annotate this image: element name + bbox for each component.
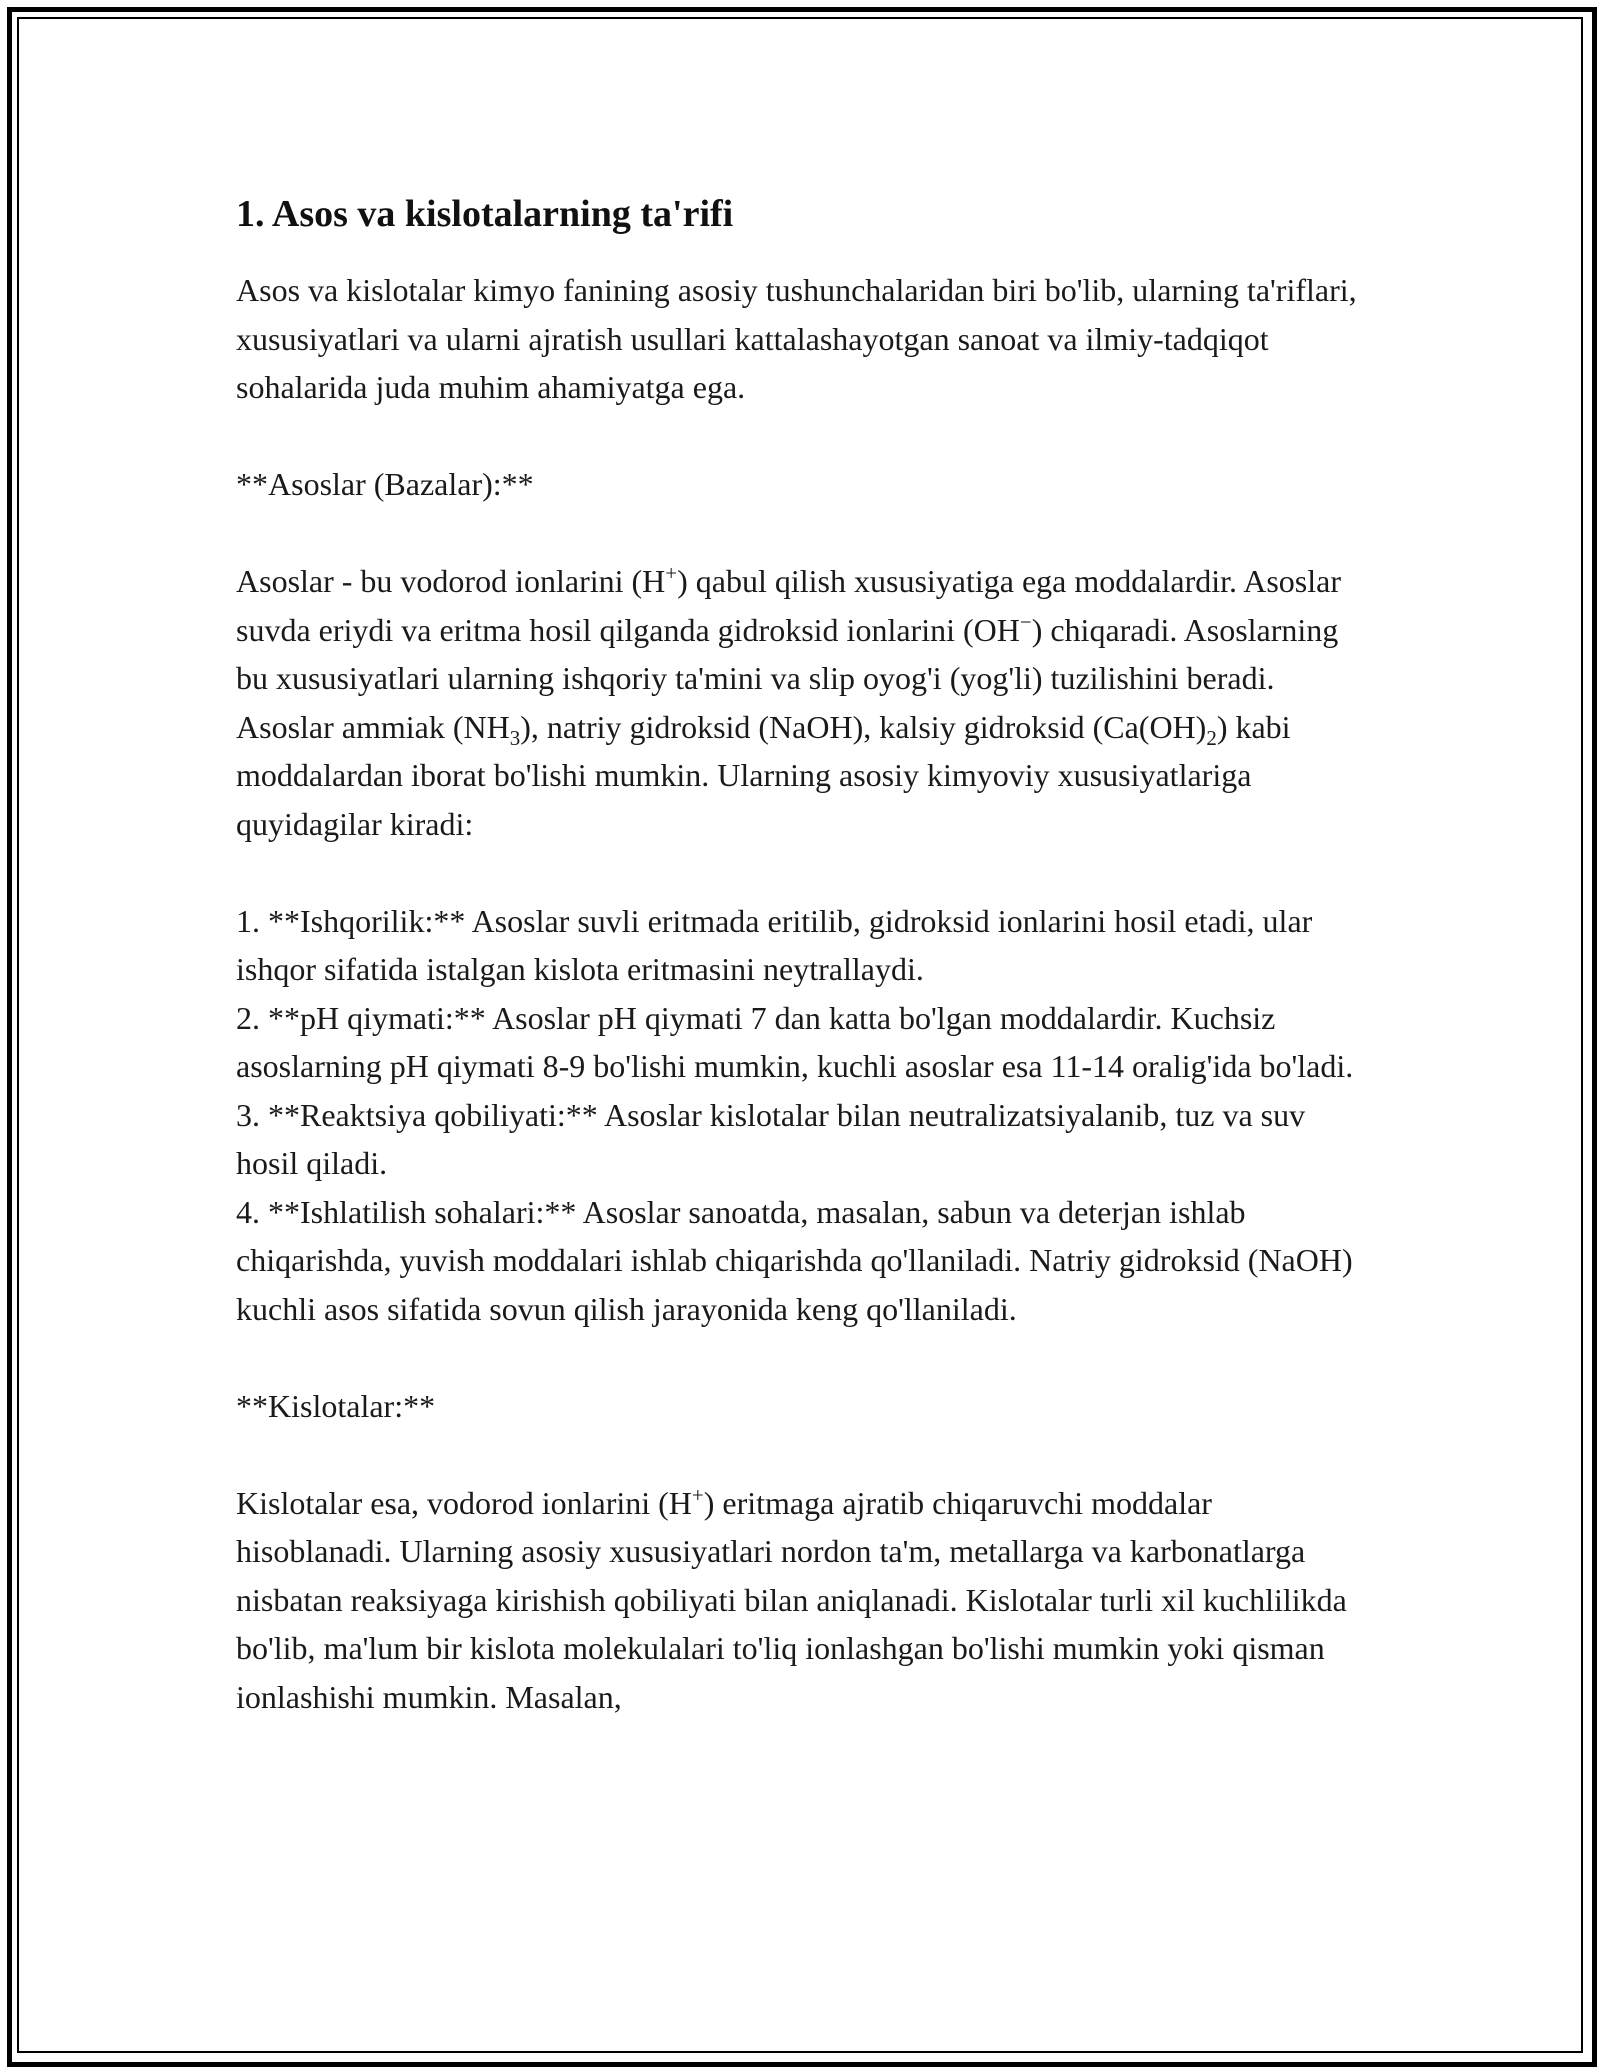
paragraph-gap bbox=[236, 1430, 1366, 1479]
acids-text-1: Kislotalar esa, vodorod ionlarini (H bbox=[236, 1484, 692, 1521]
bases-text-2: ) qabul qilish xususiyatiga ega moddalardir. Asoslar suvda eriydi va eritma hosil qilganda gidroksid ionlarini (OH bbox=[236, 563, 1341, 648]
bases-text-1: Asoslar - bu vodorod ionlarini (H bbox=[236, 563, 666, 599]
document-body bbox=[236, 190, 1366, 1721]
section-heading: 1. Asos va kislotalarning ta'rifi bbox=[236, 193, 734, 235]
paragraph-gap bbox=[236, 848, 1366, 897]
bases-text-4: ), natriy gidroksid (NaOH), kalsiy gidroksid (Ca(OH) bbox=[520, 708, 1207, 745]
hydrogen-plus-superscript: + bbox=[691, 1482, 704, 1507]
hydrogen-plus-superscript: + bbox=[665, 561, 678, 585]
hydroxide-minus-superscript: − bbox=[1019, 609, 1032, 634]
acids-text-2: ) eritmaga ajratib chiqaruvchi moddalar hisoblanadi. Ularning asosiy xususiyatlari nordon ta'm, metallarga va karbonatlarga nisbatan reaksiyaga kirishish qobiliyati bilan aniqlanadi. Kislotalar turli xil kuchlilikda bo'lib, ma'lum bir kislota molekulalari to'liq ionlashgan bo'lishi mumkin yoki qisman ionlashishi mumkin. Masalan, bbox=[236, 1484, 1347, 1715]
bases-paragraph bbox=[236, 557, 1366, 848]
paragraph-gap bbox=[236, 412, 1366, 461]
acids-paragraph bbox=[236, 1479, 1366, 1722]
bases-title: **Asoslar (Bazalar):** bbox=[236, 466, 534, 502]
bases-list-item: 4. **Ishlatilish sohalari:** Asoslar sanoatda, masalan, sabun va deterjan ishlab chiqarishda, yuvish moddalari ishlab chiqarishda qo'llaniladi. Natriy gidroksid (NaOH) kuchli asos sifatida sovun qilish jarayonida keng qo'llaniladi. bbox=[236, 1193, 1353, 1327]
ammonia-subscript: 3 bbox=[509, 725, 521, 750]
bases-text-5: ) kabi moddalardan iborat bo'lishi mumkin. Ularning asosiy kimyoviy xususiyatlariga quyidagilar kiradi: bbox=[236, 708, 1291, 842]
bases-text-3: ) chiqaradi. Asoslarning bu xususiyatlari ularning ishqoriy ta'mini va slip oyog'i (yog'li) tuzilishini beradi. Asoslar ammiak (NH bbox=[236, 611, 1339, 745]
calcium-hydroxide-subscript: 2 bbox=[1206, 725, 1217, 750]
bases-list-item: 3. **Reaktsiya qobiliyati:** Asoslar kislotalar bilan neutralizatsiyalanib, tuz va suv hosil qiladi. bbox=[236, 1096, 1306, 1181]
intro-paragraph: Asos va kislotalar kimyo fanining asosiy tushunchalaridan biri bo'lib, ularning ta'riflari, xususiyatlari va ularni ajratish usullari kattalashayotgan sanoat va ilmiy-tadqiqot sohalarida juda muhim ahamiyatga ega. bbox=[236, 272, 1357, 405]
bases-list-item: 2. **pH qiymati:** Asoslar pH qiymati 7 dan katta bo'lgan moddalardir. Kuchsiz asoslarning pH qiymati 8-9 bo'lishi mumkin, kuchli asoslar esa 11-14 oralig'ida bo'ladi. bbox=[236, 999, 1354, 1084]
paragraph-gap bbox=[236, 509, 1366, 558]
bases-list-item: 1. **Ishqorilik:** Asoslar suvli eritmada eritilib, gidroksid ionlarini hosil etadi, ular ishqor sifatida istalgan kislota eritmasini neytrallaydi. bbox=[236, 902, 1313, 987]
acids-title: **Kislotalar:** bbox=[236, 1387, 436, 1424]
paragraph-gap bbox=[236, 1333, 1366, 1382]
